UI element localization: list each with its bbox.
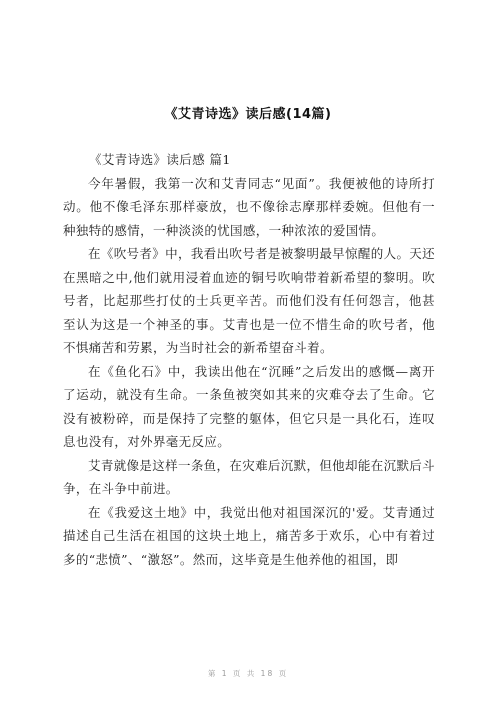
paragraph-1: 今年暑假，我第一次和艾青同志“见面”。我便被他的诗所打动。他不像毛泽东那样豪放，也不像徐志摩那样委婉。但他有一种独特的感情，一种淡淡的忧国感，一种浓浓的爱国情。 xyxy=(63,175,435,238)
document-body xyxy=(63,148,435,571)
page-footer: 第 1 页 共 18 页 xyxy=(207,669,289,678)
paragraph-2: 在《吹号者》中，我看出吹号者是被黎明最早惊醒的人。天还在黑暗之中,他们就用浸着血迹的铜号吹响带着新希望的黎明。吹号者，比起那些打仗的士兵更辛苦。而他们没有任何怨言，他甚至认为这是一个神圣的事。艾青也是一位不惜生命的吹号者，他不惧痛苦和劳累，为当时社会的新希望奋斗着。 xyxy=(63,246,435,355)
section-heading: 《艾青诗选》读后感 篇1 xyxy=(89,152,231,167)
document-title: 《艾青诗选》读后感(14篇) xyxy=(164,107,332,122)
paragraph-5: 在《我爱这土地》中，我觉出他对祖国深沉的'爱。艾青通过描述自己生活在祖国的这块土地上，痛苦多于欢乐，心中有着过多的“悲愤”、“激怒”。然而，这毕竟是生他养他的祖国，即 xyxy=(63,504,435,567)
paragraph-3: 在《鱼化石》中，我读出他在“沉睡”之后发出的感慨—离开了运动，就没有生命。一条鱼被突如其来的灾难夺去了生命。它没有被粉碎，而是保持了完整的躯体，但它只是一具化石，连叹息也没有，对外界毫无反应。 xyxy=(63,363,435,449)
paragraph-4: 艾青就像是这样一条鱼，在灾难后沉默，但他却能在沉默后斗争，在斗争中前进。 xyxy=(63,457,435,496)
